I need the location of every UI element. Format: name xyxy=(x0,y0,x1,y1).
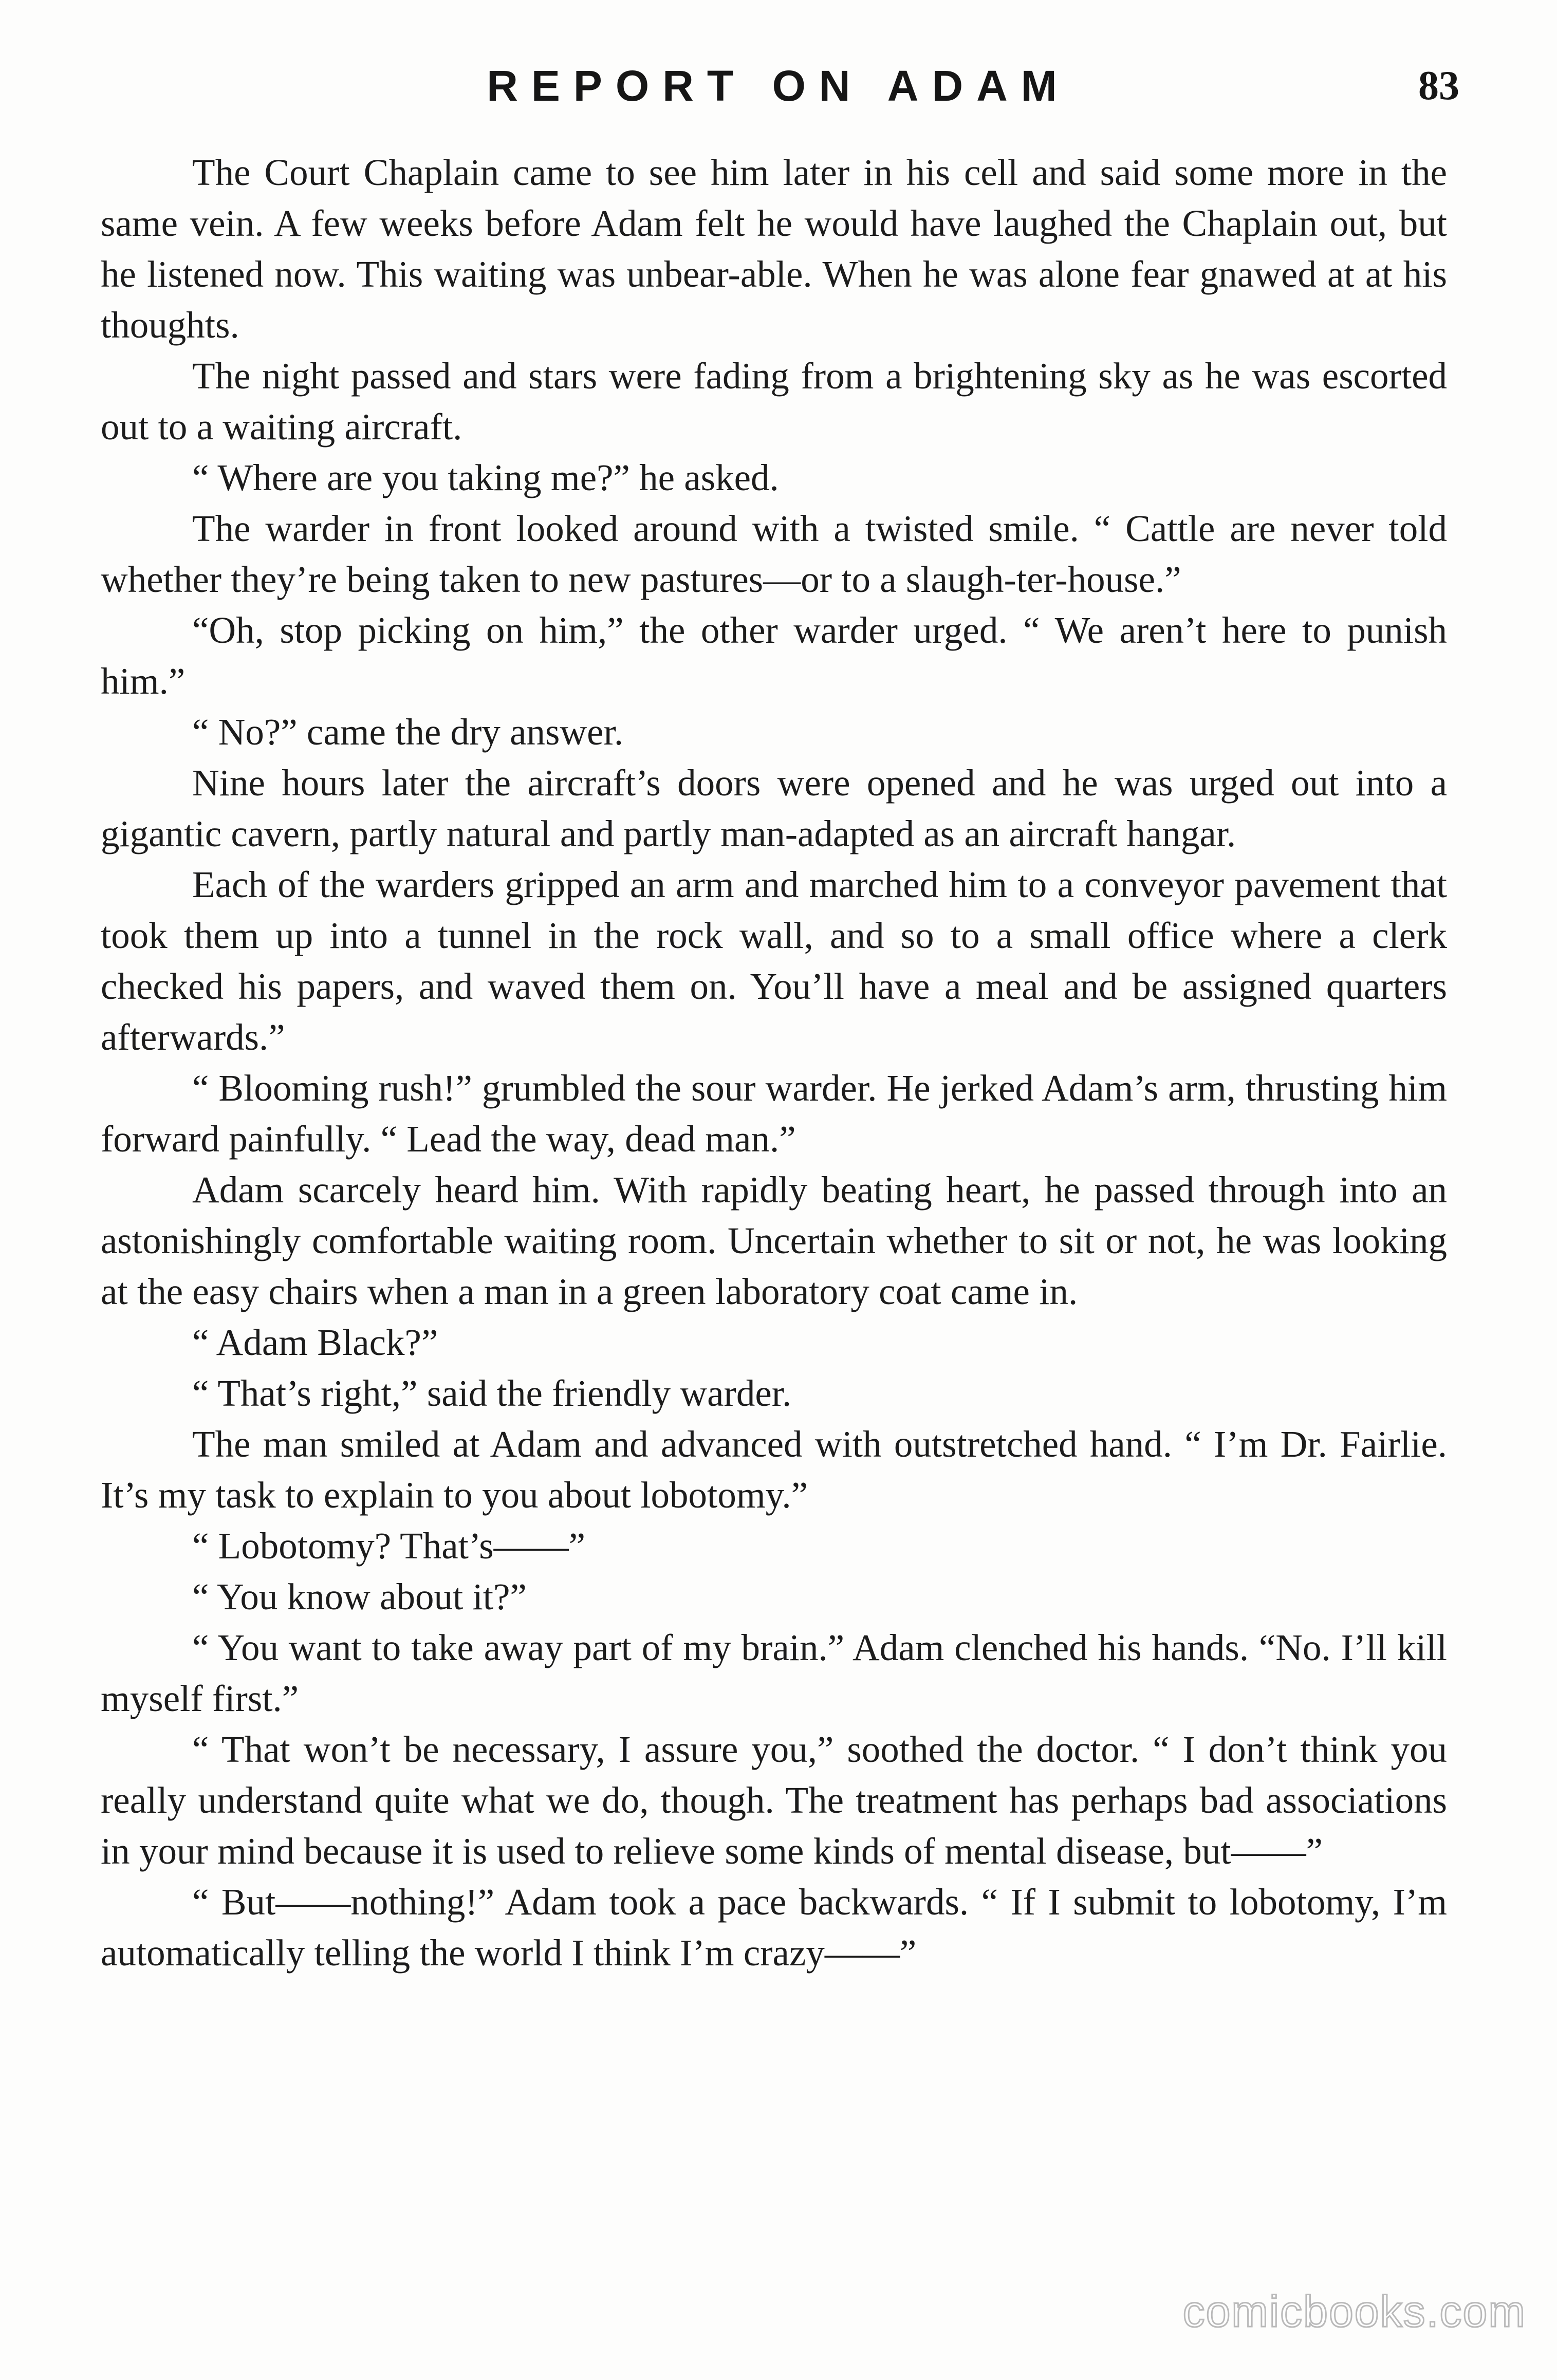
paragraph: “ You know about it?” xyxy=(192,1576,527,1617)
running-head-title: REPORT ON ADAM xyxy=(487,62,1070,110)
page-number: 83 xyxy=(1418,63,1459,108)
paragraph: Each of the warders gripped an arm and marched him to a conveyor pavement that took them up into a tunnel in the rock wall, and so to a small office where a clerk checked his papers, and waved them on. You’ll have a meal and be assigned quarters afterwards.” xyxy=(101,864,1447,1058)
paragraph: “ No?” came the dry answer. xyxy=(192,711,624,753)
paragraph: The warder in front looked around with a twisted smile. “ Cattle are never told whether they’re being taken to new pastures—or to a slaugh-ter-house.” xyxy=(101,508,1447,600)
body-text xyxy=(101,147,1447,1978)
running-head xyxy=(98,58,1459,114)
paragraph: “ Blooming rush!” grumbled the sour warder. He jerked Adam’s arm, thrusting him forward painfully. “ Lead the way, dead man.” xyxy=(101,1067,1447,1160)
paragraph: “ Lobotomy? That’s——” xyxy=(192,1525,586,1567)
paragraph: “ Adam Black?” xyxy=(192,1322,438,1363)
paragraph: “ That’s right,” said the friendly warder. xyxy=(192,1372,792,1414)
site-watermark: comicbooks.com xyxy=(1182,2287,1526,2336)
paragraph: “Oh, stop picking on him,” the other warder urged. “ We aren’t here to punish him.” xyxy=(101,609,1447,702)
paragraph: The man smiled at Adam and advanced with outstretched hand. “ I’m Dr. Fairlie. It’s my task to explain to you about lobotomy.” xyxy=(101,1423,1447,1516)
paragraph: The Court Chaplain came to see him later in his cell and said some more in the same vein. A few weeks before Adam felt he would have laughed the Chaplain out, but he listened now. This waiting was unbear-able. When he was alone fear gnawed at at his thoughts. xyxy=(101,152,1447,346)
paragraph: Nine hours later the aircraft’s doors were opened and he was urged out into a gigantic cavern, partly natural and partly man-adapted as an aircraft hangar. xyxy=(101,762,1447,854)
paragraph: The night passed and stars were fading from a brightening sky as he was escorted out to a waiting aircraft. xyxy=(101,355,1447,448)
paragraph: Adam scarcely heard him. With rapidly beating heart, he passed through into an astonishingly comfortable waiting room. Uncertain whether to sit or not, he was looking at the easy chairs when a man in a green laboratory coat came in. xyxy=(101,1169,1447,1312)
paragraph: “ You want to take away part of my brain.” Adam clenched his hands. “No. I’ll kill myself first.” xyxy=(101,1627,1447,1719)
paragraph: “ That won’t be necessary, I assure you,” soothed the doctor. “ I don’t think you really understand quite what we do, though. The treatment has perhaps bad associations in your mind because it is used to relieve some kinds of mental disease, but——” xyxy=(101,1728,1447,1872)
paragraph: “ But——nothing!” Adam took a pace backwards. “ If I submit to lobotomy, I’m automatically telling the world I think I’m crazy——” xyxy=(101,1881,1447,1974)
paragraph: “ Where are you taking me?” he asked. xyxy=(192,457,779,498)
